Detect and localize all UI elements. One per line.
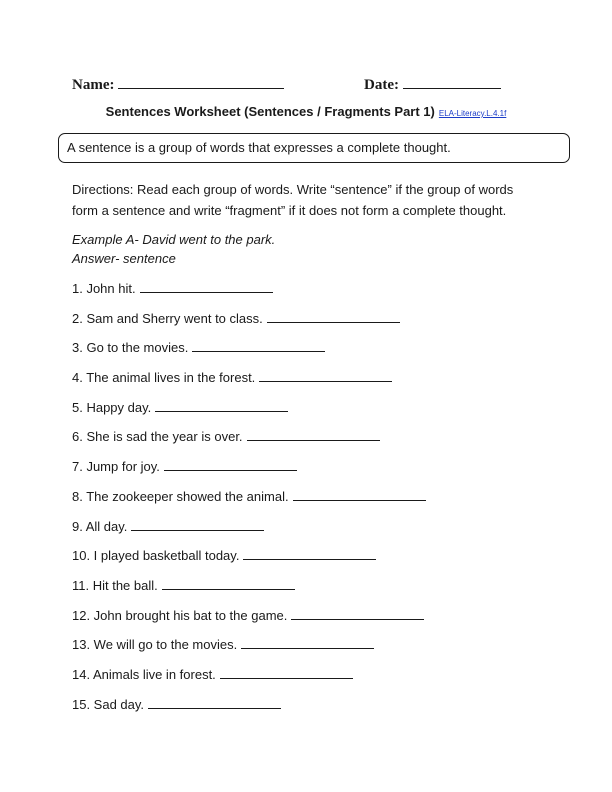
date-blank[interactable]	[403, 73, 501, 89]
question-item	[72, 398, 426, 428]
standard-link[interactable]: ELA-Literacy.L.4.1f	[438, 109, 507, 118]
name-label: Name:	[72, 77, 115, 93]
answer-blank[interactable]	[243, 547, 376, 560]
question-text: 14. Animals live in forest.	[72, 666, 216, 682]
question-text: 11. Hit the ball.	[72, 577, 158, 593]
answer-blank[interactable]	[293, 488, 426, 501]
question-text: 15. Sad day.	[72, 696, 145, 712]
date-field[interactable]	[364, 73, 501, 94]
answer-blank[interactable]	[267, 310, 400, 323]
worksheet-title-row	[0, 103, 612, 121]
directions-line-1: Directions: Read each group of words. Write “sentence” if the group of words	[72, 182, 514, 197]
answer-blank[interactable]	[241, 636, 374, 649]
question-text: 8. The zookeeper showed the animal.	[72, 488, 289, 504]
answer-blank[interactable]	[247, 428, 380, 441]
answer-blank[interactable]	[131, 518, 264, 531]
question-item	[72, 309, 426, 339]
header-row	[72, 73, 512, 93]
question-item	[72, 427, 426, 457]
question-text: 3. Go to the movies.	[72, 340, 189, 356]
question-item	[72, 279, 426, 309]
question-text: 6. She is sad the year is over.	[72, 429, 243, 445]
answer-blank[interactable]	[164, 458, 297, 471]
question-item	[72, 457, 426, 487]
worksheet-title: Sentences Worksheet (Sentences / Fragments Part 1)	[105, 104, 435, 119]
question-item	[72, 517, 426, 547]
question-text: 13. We will go to the movies.	[72, 637, 238, 653]
date-label: Date:	[364, 77, 399, 93]
question-item	[72, 606, 426, 636]
question-item	[72, 665, 426, 695]
question-list	[72, 279, 426, 724]
question-item	[72, 576, 426, 606]
question-text: 7. Jump for joy.	[72, 459, 160, 475]
question-item	[72, 338, 426, 368]
directions	[72, 179, 542, 221]
question-item	[72, 546, 426, 576]
question-text: 10. I played basketball today.	[72, 548, 240, 564]
answer-blank[interactable]	[140, 280, 273, 293]
question-text: 1. John hit.	[72, 281, 136, 296]
answer-blank[interactable]	[162, 577, 295, 590]
answer-blank[interactable]	[259, 369, 392, 382]
question-item	[72, 635, 426, 665]
question-text: 12. John brought his bat to the game.	[72, 607, 288, 623]
example	[72, 230, 275, 268]
question-text: 9. All day.	[72, 518, 128, 534]
question-text: 2. Sam and Sherry went to class.	[72, 310, 263, 326]
name-field[interactable]	[72, 73, 284, 94]
definition-box: A sentence is a group of words that expresses a complete thought.	[58, 133, 570, 163]
question-item	[72, 368, 426, 398]
answer-blank[interactable]	[155, 399, 288, 412]
answer-blank[interactable]	[192, 339, 325, 352]
question-item	[72, 695, 426, 725]
question-text: 5. Happy day.	[72, 399, 152, 415]
example-answer: Answer- sentence	[72, 251, 176, 266]
name-blank[interactable]	[118, 73, 284, 89]
example-sentence: Example A- David went to the park.	[72, 232, 276, 247]
answer-blank[interactable]	[220, 666, 353, 679]
answer-blank[interactable]	[291, 607, 424, 620]
answer-blank[interactable]	[148, 696, 281, 709]
question-text: 4. The animal lives in the forest.	[72, 370, 256, 386]
question-item	[72, 487, 426, 517]
directions-line-2: form a sentence and write “fragment” if it does not form a complete thought.	[72, 203, 507, 218]
